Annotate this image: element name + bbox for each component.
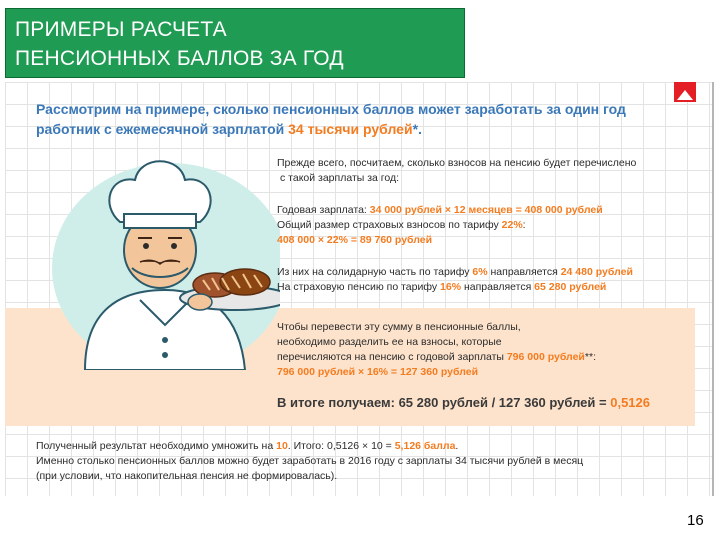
convert-line-2: необходимо разделить ее на взносы, которые bbox=[277, 336, 502, 348]
footer-result: 5,126 балла bbox=[394, 440, 456, 452]
contribution-rate-colon: : bbox=[522, 219, 526, 231]
convert-annual-amount: 796 000 рублей bbox=[506, 351, 585, 363]
footer-line-2: Именно столько пенсионных баллов можно будет заработать в 2016 году с зарплаты 34 тысячи рублей в месяц bbox=[36, 455, 584, 467]
insurance-mid: направляется bbox=[461, 281, 535, 293]
insurance-label: На страховую пенсию по тарифу bbox=[277, 281, 441, 293]
footer-multiplier: 10 bbox=[276, 440, 288, 452]
result-formula: В итоге получаем: 65 280 рублей / 127 360 рублей = bbox=[277, 395, 611, 410]
step1-line-2: с такой зарплаты за год: bbox=[280, 172, 400, 184]
convert-line-3 bbox=[277, 351, 596, 363]
step1-line-1: Прежде всего, посчитаем, сколько взносов на пенсию будет перечислено bbox=[277, 157, 637, 169]
convert-formula: 796 000 рублей × 16% = 127 360 рублей bbox=[277, 366, 479, 378]
solidary-mid: направляется bbox=[487, 266, 561, 278]
insurance-rate: 16% bbox=[440, 281, 462, 293]
footer-line-1-text: Полученный результат необходимо умножить на bbox=[36, 440, 277, 452]
annual-salary-label: Годовая зарплата: bbox=[277, 204, 370, 216]
red-corner-icon bbox=[674, 82, 696, 102]
intro-salary-highlight: 34 тысячи рублей bbox=[288, 121, 413, 137]
convert-line-3-text: перечисляются на пенсию с годовой зарплаты bbox=[277, 351, 507, 363]
slide-title-line-1: ПРИМЕРЫ РАСЧЕТА bbox=[15, 18, 227, 41]
intro-line-1: Рассмотрим на примере, сколько пенсионных баллов может заработать за один год bbox=[36, 101, 626, 117]
result-line bbox=[277, 397, 650, 409]
insurance-line bbox=[277, 281, 606, 293]
contribution-rate-value: 22% bbox=[501, 219, 523, 231]
footer-line-3: (при условии, что накопительная пенсия не формировалась). bbox=[36, 470, 338, 482]
slide-title-line-2: ПЕНСИОННЫХ БАЛЛОВ ЗА ГОД bbox=[15, 47, 344, 70]
page-number: 16 bbox=[687, 512, 704, 529]
solidary-label: Из них на солидарную часть по тарифу bbox=[277, 266, 473, 278]
solidary-line bbox=[277, 266, 633, 278]
result-value: 0,5126 bbox=[610, 395, 650, 410]
contribution-rate-label: Общий размер страховых взносов по тарифу bbox=[277, 219, 502, 231]
contribution-formula: 408 000 × 22% = 89 760 рублей bbox=[277, 234, 433, 246]
footer-line-1 bbox=[36, 440, 458, 452]
footer-line-1-end: . bbox=[455, 440, 459, 452]
footer-line-1-mid: . Итого: 0,5126 × 10 = bbox=[287, 440, 395, 452]
convert-line-1: Чтобы перевести эту сумму в пенсионные баллы, bbox=[277, 321, 521, 333]
solidary-rate: 6% bbox=[472, 266, 488, 278]
insurance-amount: 65 280 рублей bbox=[534, 281, 607, 293]
annual-salary-line bbox=[277, 204, 603, 216]
convert-line-3-suffix: **: bbox=[584, 351, 596, 363]
intro-line-2 bbox=[36, 121, 422, 137]
annual-salary-formula: 34 000 рублей × 12 месяцев = 408 000 рублей bbox=[369, 204, 603, 216]
intro-line-2-suffix: *. bbox=[412, 121, 422, 137]
contribution-rate-line bbox=[277, 219, 526, 231]
intro-line-2-text: работник с ежемесячной зарплатой bbox=[36, 121, 289, 137]
slide-title-box bbox=[5, 8, 465, 78]
solidary-amount: 24 480 рублей bbox=[560, 266, 633, 278]
baker-with-bread-icon bbox=[40, 150, 280, 370]
